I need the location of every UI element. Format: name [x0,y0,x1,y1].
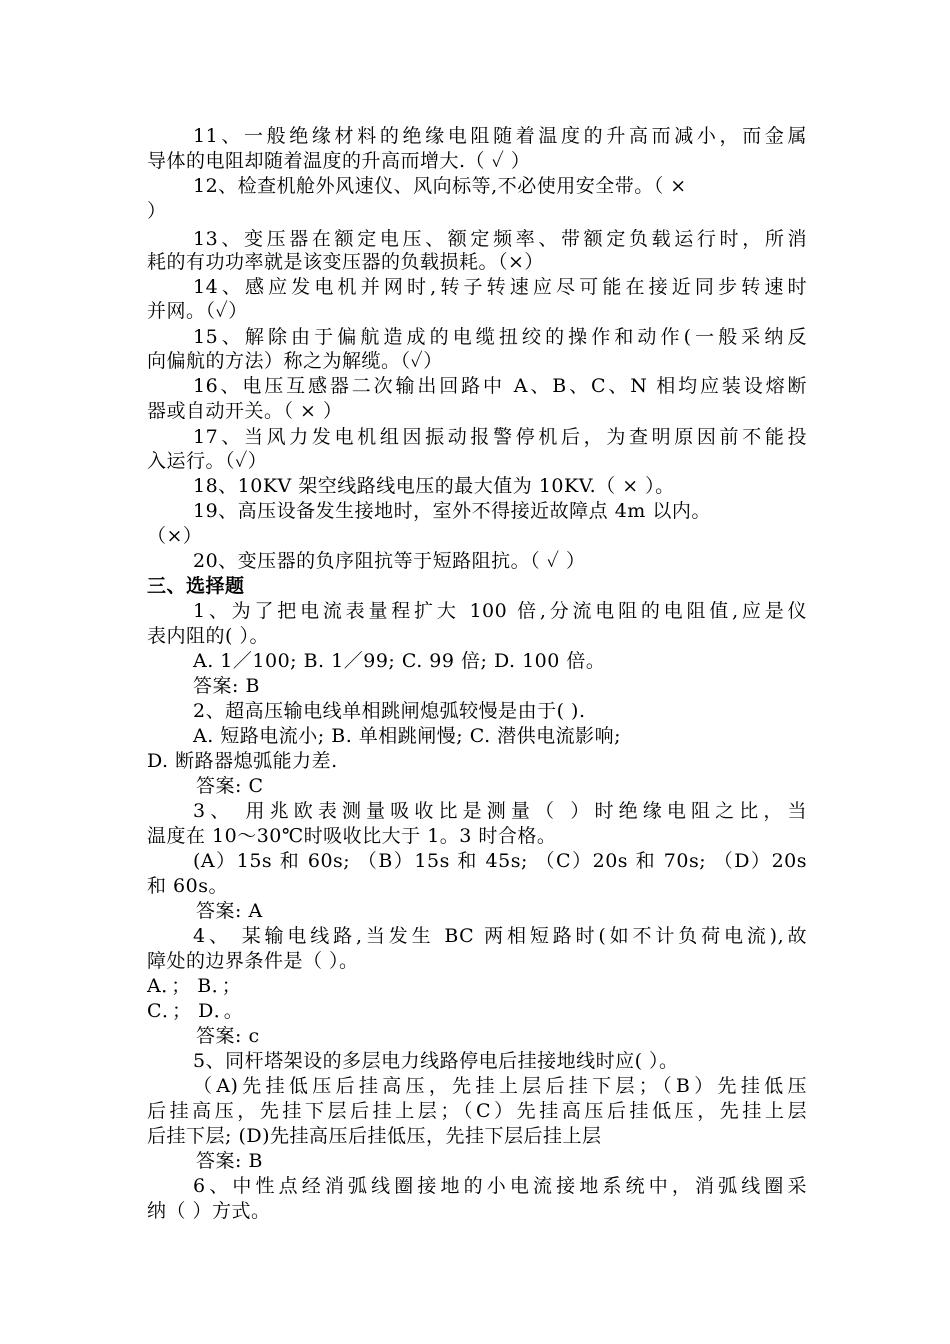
q15-line-2: 向偏航的方法）称之为解缆。（✓） [147,350,443,372]
c2-answer: 答案: C [196,775,264,797]
c3-options-1: (A）15s 和 60s; （B）15s 和 45s; （C）20s 和 70s; （D）20s [193,850,807,872]
c3-options-2: 和 60s。 [147,875,228,897]
q12-line-2: ） [147,200,167,222]
c6-line-2: 纳（ ）方式。 [147,1200,271,1222]
c4-options-1: A．； B．； [147,975,242,997]
c4-options-2: C．； D．。 [147,1000,244,1022]
q14-line-2: 并网。（✓） [147,300,248,322]
q16-line-1: 16、电压互感器二次输出回路中 A、B、C、N 相均应装设熔断 [193,375,807,397]
q17-line-1: 17、当风力发电机组因振动报警停机后，为查明原因前不能投 [193,426,807,448]
c4-line-1: 4、 某输电线路,当发生 BC 两相短路时(如不计负荷电流),故 [193,925,807,947]
q16-line-2: 器或自动开关。（ × ） [147,400,343,422]
c1-line-2: 表内阻的( ）。 [147,625,269,647]
q14-line-1: 14、感应发电机并网时,转子转速应尽可能在接近同步转速时 [193,276,807,298]
c5-answer: 答案: B [196,1150,263,1172]
c2-options-1: A. 短路电流小; B. 单相跳闸慢; C. 潜供电流影响; [193,725,622,747]
c5-options-3: 后挂下层; (D)先挂高压后挂低压，先挂下层后挂上层 [147,1125,602,1147]
c1-line-1: 1、为了把电流表量程扩大 100 倍,分流电阻的电阻值,应是仪 [193,600,807,622]
q12-line-1: 12、检查机舱外风速仪、风向标等,不必使用安全带。（ × [193,175,687,197]
c5-options-1: （A)先挂低压后挂高压，先挂上层后挂下层；（B）先挂低压 [193,1075,807,1097]
q20-line: 20、变压器的负序阻抗等于短路阻抗。（ ✓ ） [193,550,586,572]
section-heading: 三、选择题 [147,575,245,597]
c5-line-1: 5、同杆塔架设的多层电力线路停电后挂接地线时应( ）。 [193,1050,679,1072]
c2-line-1: 2、超高压输电线单相跳闸熄弧较慢是由于( ). [193,700,586,722]
q11-line-2: 导体的电阻却随着温度的升高而增大.（ ✓ ） [147,150,531,172]
q13-line-1: 13、变压器在额定电压、额定频率、带额定负载运行时，所消 [193,228,807,250]
c3-answer: 答案: A [196,900,263,922]
q11-line-1: 11、一般绝缘材料的绝缘电阻随着温度的升高而减小，而金属 [193,125,807,147]
c3-line-2: 温度在 10～30℃时吸收比大于 1。3 时合格。 [147,825,557,847]
c5-options-2: 后挂高压，先挂下层后挂上层；（C）先挂高压后挂低压，先挂上层 [147,1100,807,1122]
c2-options-2: D. 断路器熄弧能力差. [147,750,338,772]
c4-line-2: 障处的边界条件是（ ）。 [147,950,359,972]
c6-line-1: 6、中性点经消弧线圈接地的小电流接地系统中，消弧线圈采 [193,1175,807,1197]
q19-line-1: 19、高压设备发生接地时，室外不得接近故障点 4m 以内。 [193,500,711,522]
c4-answer: 答案: c [196,1025,260,1047]
q17-line-2: 入运行。（✓） [147,450,268,472]
q15-line-1: 15、解除由于偏航造成的电缆扭绞的操作和动作(一般采纳反 [193,326,807,348]
q18-line: 18、10KV 架空线路线电压的最大值为 10KV.（ × ）。 [193,475,675,497]
c1-answer: 答案: B [193,675,260,697]
c1-options: A. 1／100; B. 1／99; C. 99 倍; D. 100 倍。 [193,650,606,672]
q19-line-2: （×） [147,525,203,547]
q13-line-2: 耗的有功功率就是该变压器的负载损耗。（×） [147,251,544,273]
c3-line-1: 3、 用兆欧表测量吸收比是测量（ ）时绝缘电阻之比，当 [193,800,807,822]
